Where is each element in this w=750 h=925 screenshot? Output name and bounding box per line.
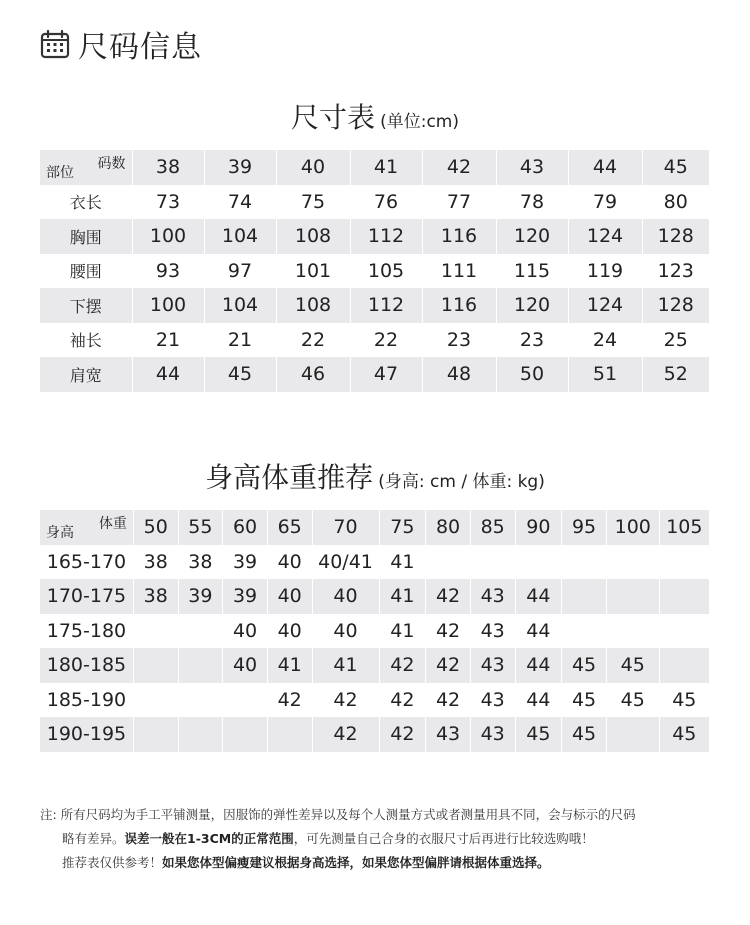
size-corner-bottom: 部位	[46, 164, 74, 181]
rec-corner-top: 体重	[98, 516, 127, 532]
rec-column-header: 55	[178, 510, 223, 545]
rec-cell: 42	[426, 648, 471, 683]
size-cell: 124	[568, 219, 642, 254]
rec-cell	[562, 614, 607, 649]
rec-cell	[267, 717, 312, 752]
calendar-icon	[40, 29, 70, 59]
rec-cell: 40	[312, 579, 379, 614]
rec-cell: 40/41	[312, 545, 379, 580]
rec-column-header: 100	[606, 510, 659, 545]
rec-cell: 44	[515, 579, 562, 614]
rec-cell: 39	[178, 579, 223, 614]
rec-header-row	[40, 510, 709, 545]
size-table-title: 尺寸表	[290, 101, 375, 134]
rec-cell	[606, 545, 659, 580]
rec-cell: 43	[470, 614, 515, 649]
size-cell: 73	[132, 185, 204, 220]
rec-cell: 45	[659, 683, 709, 718]
size-column-header: 41	[350, 150, 422, 185]
size-cell: 52	[642, 357, 709, 392]
size-cell: 100	[132, 219, 204, 254]
size-corner-cell	[40, 150, 132, 185]
rec-cell: 38	[178, 545, 223, 580]
note-text: 推荐表仅供参考！	[62, 855, 163, 870]
rec-cell: 41	[267, 648, 312, 683]
rec-column-header: 105	[659, 510, 709, 545]
size-cell: 120	[496, 288, 568, 323]
rec-cell	[659, 614, 709, 649]
note-emphasis: 如果您体型偏瘦建议根据身高选择，如果您体型偏胖请根据体重选择。	[162, 855, 550, 870]
size-cell: 100	[132, 288, 204, 323]
note-text: 略有差异。	[62, 831, 125, 846]
note-emphasis: 误差一般在1-3CM的正常范围	[124, 831, 294, 846]
size-cell: 101	[276, 254, 350, 289]
rec-column-header: 85	[470, 510, 515, 545]
rec-cell: 44	[515, 614, 562, 649]
section-header	[40, 26, 202, 65]
size-cell: 75	[276, 185, 350, 220]
size-row	[40, 357, 709, 392]
rec-cell: 41	[379, 579, 426, 614]
rec-column-header: 65	[267, 510, 312, 545]
rec-cell	[606, 579, 659, 614]
rec-cell: 45	[515, 717, 562, 752]
rec-row-label: 165-170	[46, 550, 127, 573]
rec-row-label: 185-190	[46, 688, 127, 711]
notes	[40, 803, 730, 875]
rec-cell: 45	[562, 717, 607, 752]
rec-row-label: 180-185	[40, 648, 133, 683]
rec-cell	[659, 545, 709, 580]
rec-cell: 44	[515, 648, 562, 683]
rec-cell	[223, 683, 268, 718]
rec-cell: 42	[267, 683, 312, 718]
size-corner-top: 码数	[97, 156, 126, 172]
size-row	[40, 288, 709, 323]
rec-cell: 40	[223, 648, 268, 683]
size-cell: 46	[276, 357, 350, 392]
rec-cell	[426, 545, 471, 580]
size-column-header: 40	[276, 150, 350, 185]
rec-column-header: 50	[133, 510, 178, 545]
size-cell: 77	[422, 185, 496, 220]
size-cell: 108	[276, 288, 350, 323]
size-cell: 123	[642, 254, 709, 289]
rec-cell: 42	[312, 683, 379, 718]
size-cell: 80	[642, 185, 709, 220]
rec-corner-cell	[40, 510, 133, 545]
rec-cell: 45	[659, 717, 709, 752]
rec-cell: 39	[223, 579, 268, 614]
size-cell: 21	[204, 323, 276, 358]
rec-cell	[606, 614, 659, 649]
size-cell: 23	[422, 323, 496, 358]
size-column-header: 44	[568, 150, 642, 185]
rec-cell	[562, 579, 607, 614]
rec-cell: 42	[426, 614, 471, 649]
rec-cell	[470, 545, 515, 580]
rec-column-header: 80	[426, 510, 471, 545]
note-line-1: 注: 所有尺码均为手工平铺测量，因服饰的弹性差异以及每个人测量方式或者测量用具不同，会与标示的尺码	[40, 807, 636, 822]
rec-row	[40, 614, 709, 649]
size-cell: 76	[350, 185, 422, 220]
size-table-unit: (单位:cm)	[380, 112, 459, 132]
size-cell: 124	[568, 288, 642, 323]
rec-cell	[178, 614, 223, 649]
rec-cell: 43	[470, 683, 515, 718]
size-row-label: 肩宽	[40, 357, 132, 392]
size-cell: 108	[276, 219, 350, 254]
size-row	[40, 219, 709, 254]
rec-row-label: 190-195	[40, 717, 133, 752]
rec-cell: 43	[470, 648, 515, 683]
size-row-label: 下摆	[40, 288, 132, 323]
rec-cell: 43	[470, 579, 515, 614]
rec-cell: 44	[515, 683, 562, 718]
size-cell: 47	[350, 357, 422, 392]
size-row	[40, 254, 709, 289]
size-row-label: 袖长	[69, 331, 102, 351]
rec-cell: 43	[426, 717, 471, 752]
size-column-header: 45	[642, 150, 709, 185]
rec-cell	[606, 717, 659, 752]
rec-cell: 45	[606, 648, 659, 683]
size-cell: 51	[568, 357, 642, 392]
size-cell: 50	[496, 357, 568, 392]
recommendation-table	[40, 510, 709, 752]
size-row-label: 腰围	[69, 262, 102, 282]
rec-cell	[659, 579, 709, 614]
rec-cell: 39	[223, 545, 268, 580]
rec-row	[40, 648, 709, 683]
size-cell: 119	[568, 254, 642, 289]
rec-corner-bottom: 身高	[46, 524, 74, 541]
rec-column-header: 60	[223, 510, 268, 545]
rec-cell: 41	[312, 648, 379, 683]
rec-cell: 40	[267, 614, 312, 649]
rec-cell: 42	[426, 579, 471, 614]
size-cell: 24	[568, 323, 642, 358]
rec-cell	[133, 683, 178, 718]
size-cell: 112	[350, 288, 422, 323]
rec-table-unit: (身高: cm / 体重: kg)	[378, 472, 545, 492]
size-cell: 78	[496, 185, 568, 220]
size-column-header: 43	[496, 150, 568, 185]
size-cell: 45	[204, 357, 276, 392]
rec-cell: 42	[312, 717, 379, 752]
rec-cell: 41	[379, 614, 426, 649]
rec-cell	[515, 545, 562, 580]
size-table	[40, 150, 709, 392]
size-cell: 104	[204, 288, 276, 323]
size-cell: 79	[568, 185, 642, 220]
size-row-label: 胸围	[40, 219, 132, 254]
rec-cell	[133, 717, 178, 752]
rec-cell: 45	[562, 683, 607, 718]
size-header-row	[40, 150, 709, 185]
rec-cell: 38	[133, 545, 178, 580]
size-cell: 44	[132, 357, 204, 392]
rec-cell: 41	[379, 545, 426, 580]
rec-row	[40, 545, 709, 580]
rec-row	[40, 683, 709, 718]
size-cell: 115	[496, 254, 568, 289]
page-title: 尺码信息	[78, 30, 202, 65]
rec-cell: 40	[223, 614, 268, 649]
rec-row-label: 170-175	[40, 579, 133, 614]
size-row	[40, 185, 709, 220]
size-cell: 93	[132, 254, 204, 289]
rec-table-title: 身高体重推荐	[205, 461, 374, 494]
rec-cell: 45	[562, 648, 607, 683]
size-cell: 22	[350, 323, 422, 358]
rec-row	[40, 717, 709, 752]
rec-cell: 42	[379, 648, 426, 683]
rec-cell: 38	[133, 579, 178, 614]
size-cell: 104	[204, 219, 276, 254]
rec-column-header: 75	[379, 510, 426, 545]
rec-row	[40, 579, 709, 614]
size-row	[40, 323, 709, 358]
rec-cell: 42	[379, 683, 426, 718]
rec-cell: 42	[379, 717, 426, 752]
size-column-header: 38	[132, 150, 204, 185]
rec-cell: 40	[267, 545, 312, 580]
rec-cell: 40	[267, 579, 312, 614]
size-cell: 112	[350, 219, 422, 254]
size-cell: 23	[496, 323, 568, 358]
rec-cell: 43	[470, 717, 515, 752]
size-cell: 22	[276, 323, 350, 358]
rec-cell	[178, 648, 223, 683]
size-cell: 48	[422, 357, 496, 392]
rec-cell: 40	[312, 614, 379, 649]
rec-cell	[223, 717, 268, 752]
size-cell: 128	[642, 219, 709, 254]
size-cell: 97	[204, 254, 276, 289]
size-column-header: 42	[422, 150, 496, 185]
rec-column-header: 70	[312, 510, 379, 545]
size-cell: 120	[496, 219, 568, 254]
size-cell: 116	[422, 219, 496, 254]
rec-row-label: 175-180	[46, 619, 127, 642]
size-table-heading	[0, 96, 750, 136]
note-line-2	[40, 827, 730, 851]
size-row-label: 衣长	[69, 193, 102, 213]
size-cell: 111	[422, 254, 496, 289]
note-line-3	[40, 851, 730, 875]
rec-cell: 45	[606, 683, 659, 718]
rec-column-header: 95	[562, 510, 607, 545]
rec-column-header: 90	[515, 510, 562, 545]
size-cell: 128	[642, 288, 709, 323]
size-column-header: 39	[204, 150, 276, 185]
rec-cell	[659, 648, 709, 683]
size-cell: 25	[642, 323, 709, 358]
note-text: ，可先测量自己合身的衣服尺寸后再进行比较选购哦！	[293, 831, 594, 846]
size-cell: 21	[132, 323, 204, 358]
rec-cell	[133, 648, 178, 683]
rec-cell	[178, 683, 223, 718]
rec-cell	[562, 545, 607, 580]
rec-table-heading	[0, 456, 750, 496]
rec-cell: 42	[426, 683, 471, 718]
size-cell: 74	[204, 185, 276, 220]
size-cell: 116	[422, 288, 496, 323]
rec-cell	[178, 717, 223, 752]
rec-cell	[133, 614, 178, 649]
size-cell: 105	[350, 254, 422, 289]
